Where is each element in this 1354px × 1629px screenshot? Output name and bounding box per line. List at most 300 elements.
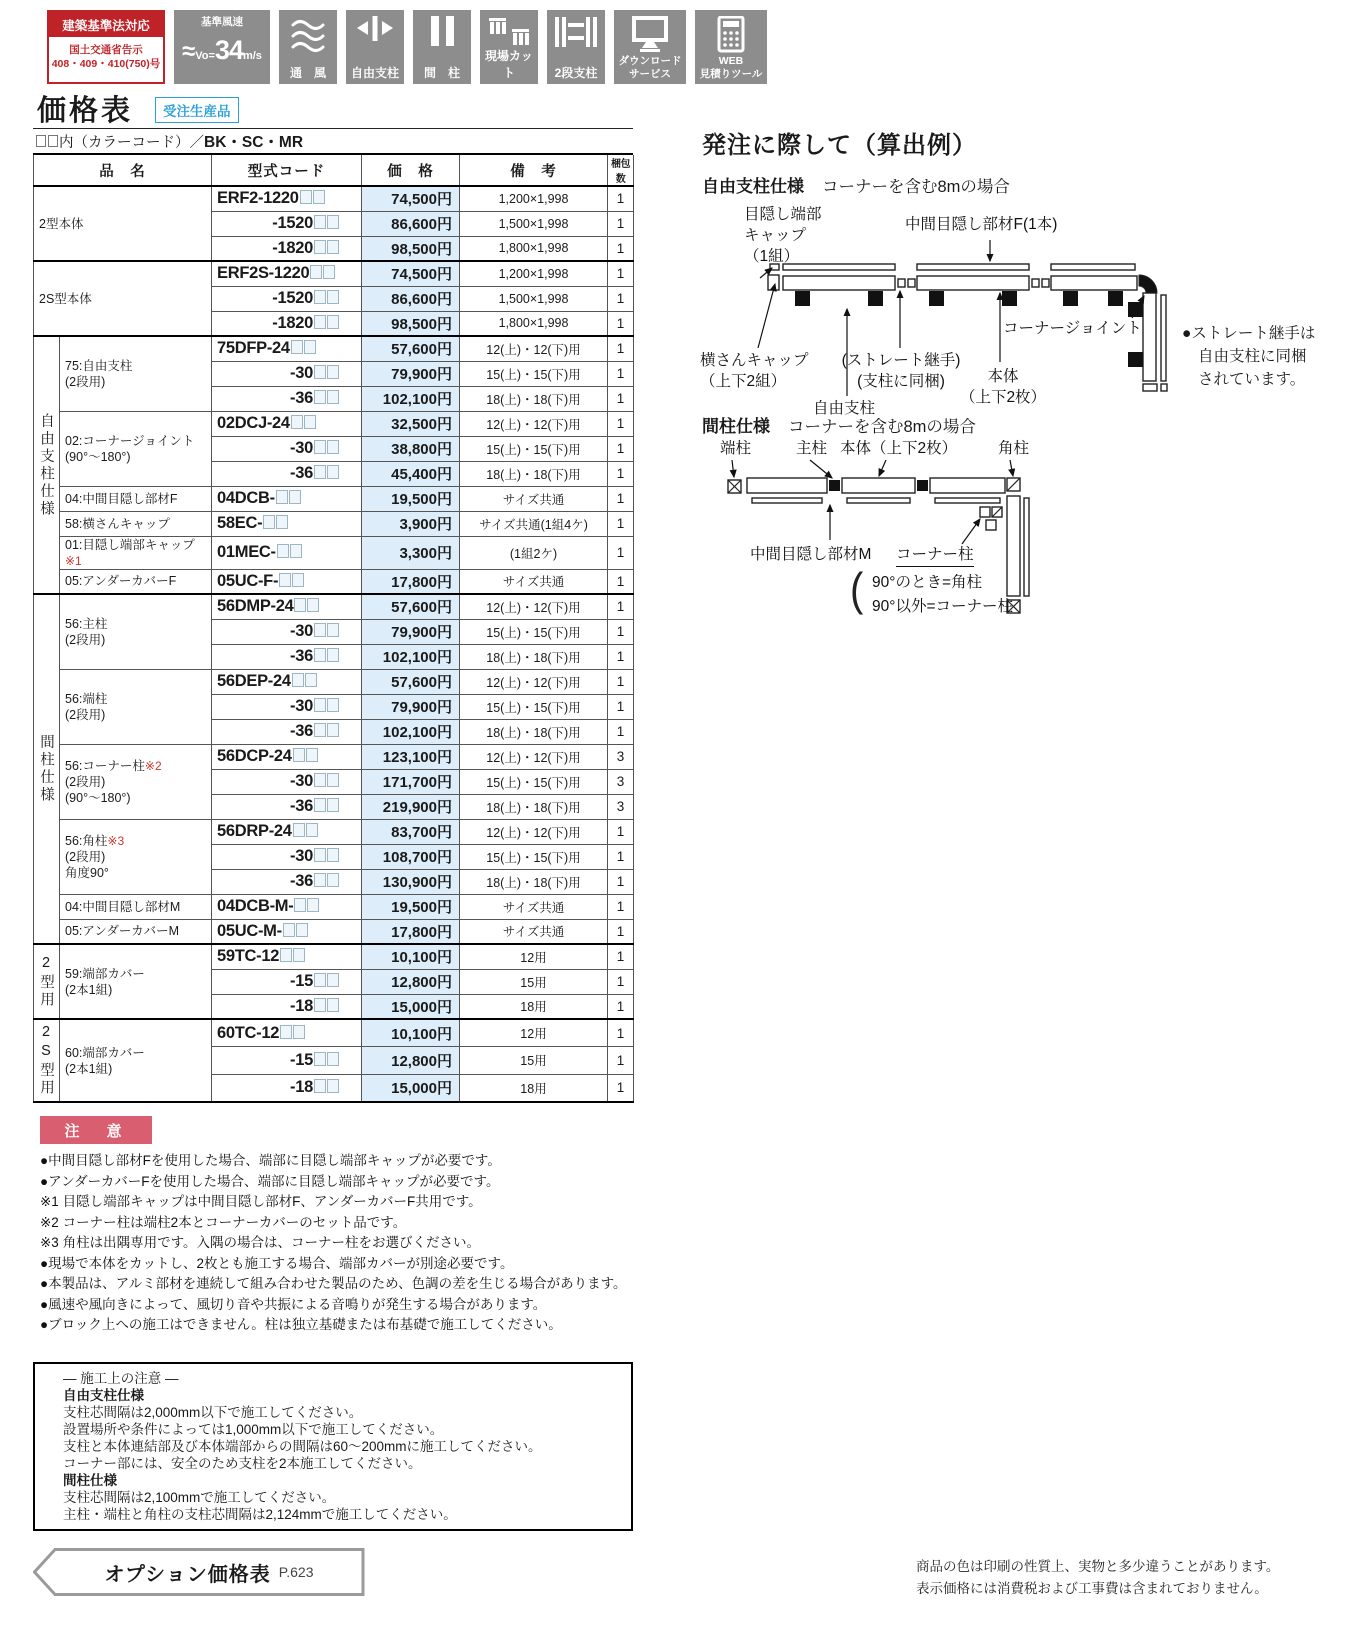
construction-line: 支柱芯間隔は2,100mmで施工してください。 <box>63 1490 336 1505</box>
notice-line: ※2 コーナー柱は端柱2本とコーナーカバーのセット品です。 <box>40 1214 407 1230</box>
package-qty: 1 <box>608 1019 634 1047</box>
color-code-box <box>279 573 291 587</box>
straight-joint-label: (ストレート継手) (支柱に同梱) <box>841 352 961 390</box>
price: 12,800円 <box>362 1047 460 1075</box>
package-qty: 3 <box>608 769 634 794</box>
color-code-box <box>283 923 295 937</box>
model-code: -30 <box>212 436 362 461</box>
color-code-box <box>314 215 326 229</box>
remarks: 1,200×1,998 <box>460 186 608 211</box>
model-code: 60TC-12 <box>212 1019 362 1047</box>
calculator-icon <box>695 16 767 54</box>
remarks: 1,800×1,998 <box>460 311 608 336</box>
color-code-box <box>294 598 306 612</box>
package-qty: 1 <box>608 261 634 286</box>
rule-90-label: 90°のとき=角柱 <box>872 574 982 591</box>
color-code-box <box>327 315 339 329</box>
remarks: (1組2ケ) <box>460 536 608 569</box>
price: 219,900円 <box>362 794 460 819</box>
package-qty: 1 <box>608 411 634 436</box>
package-qty: 1 <box>608 644 634 669</box>
color-code-box <box>304 415 316 429</box>
color-code-box <box>314 240 326 254</box>
price: 15,000円 <box>362 994 460 1019</box>
table-header-row <box>34 155 634 186</box>
color-code-box <box>36 135 46 147</box>
note-mark: ※1 <box>65 553 82 568</box>
product-name: 04:中間目隠し部材M <box>60 894 212 919</box>
free-post-diagram <box>700 200 1354 417</box>
remarks: 15(上)・15(下)用 <box>460 844 608 869</box>
color-code-box <box>327 773 339 787</box>
price: 102,100円 <box>362 386 460 411</box>
model-code: 75DFP-24 <box>212 336 362 361</box>
remarks: 12(上)・12(下)用 <box>460 411 608 436</box>
table-row <box>34 261 634 286</box>
product-name: 05:アンダーカバーM <box>60 919 212 944</box>
model-code: 05UC-M- <box>212 919 362 944</box>
price: 45,400円 <box>362 461 460 486</box>
color-code-box <box>291 415 303 429</box>
color-code-box <box>291 340 303 354</box>
web-estimate-badge: WEB 見積りツール <box>695 10 767 84</box>
color-code-box <box>306 748 318 762</box>
color-code-box <box>293 823 305 837</box>
remarks: 15(上)・15(下)用 <box>460 619 608 644</box>
price: 86,600円 <box>362 286 460 311</box>
model-code: -1520 <box>212 286 362 311</box>
two-tier-post-badge: 2段支柱 <box>547 10 605 84</box>
color-code-box <box>314 873 326 887</box>
construction-line: 支柱芯間隔は2,000mm以下で施工してください。 <box>63 1405 363 1420</box>
price: 102,100円 <box>362 719 460 744</box>
remarks: サイズ共通 <box>460 919 608 944</box>
col-header-code: 型式コード <box>212 155 362 186</box>
color-code-box <box>327 848 339 862</box>
color-code-box <box>327 798 339 812</box>
remarks: 18用 <box>460 1074 608 1102</box>
model-code: 04DCB-M- <box>212 894 362 919</box>
section-label: 自由支柱仕様 <box>34 336 60 594</box>
stud-body-label: 本体（上下2枚） <box>840 440 958 457</box>
package-qty: 1 <box>608 594 634 619</box>
table-row <box>34 1019 634 1047</box>
price: 32,500円 <box>362 411 460 436</box>
color-code-box <box>327 998 339 1012</box>
remarks: 15用 <box>460 969 608 994</box>
col-header-note: 備 考 <box>460 155 608 186</box>
package-qty: 1 <box>608 844 634 869</box>
building-law-badge <box>47 10 165 84</box>
corner-joint-label: コーナージョイント <box>1003 320 1142 337</box>
color-code-box <box>293 948 305 962</box>
price: 57,600円 <box>362 336 460 361</box>
option-price-link[interactable] <box>33 1548 365 1596</box>
price: 15,000円 <box>362 1074 460 1102</box>
notice-line: ●ブロック上への施工はできません。柱は独立基礎または布基礎で施工してください。 <box>40 1317 562 1332</box>
table-row <box>34 511 634 536</box>
section-label: 2S型用 <box>34 1019 60 1102</box>
price: 19,500円 <box>362 894 460 919</box>
remarks: 12(上)・12(下)用 <box>460 669 608 694</box>
model-code: 56DCP-24 <box>212 744 362 769</box>
color-code-box <box>327 440 339 454</box>
notice-line: ※3 角柱は出隅専用です。入隅の場合は、コーナー柱をお選びください。 <box>40 1235 480 1250</box>
table-row <box>34 919 634 944</box>
package-qty: 1 <box>608 969 634 994</box>
color-code-box <box>280 948 292 962</box>
package-qty: 1 <box>608 286 634 311</box>
package-qty: 1 <box>608 461 634 486</box>
model-code: 02DCJ-24 <box>212 411 362 436</box>
model-code: 56DMP-24 <box>212 594 362 619</box>
package-qty: 1 <box>608 1047 634 1075</box>
model-code: -30 <box>212 844 362 869</box>
model-code: -36 <box>212 869 362 894</box>
option-price-page: P.623 <box>278 1564 314 1580</box>
price: 79,900円 <box>362 619 460 644</box>
model-code: -30 <box>212 619 362 644</box>
color-code-box <box>327 648 339 662</box>
construction-notes-box <box>33 1362 633 1531</box>
color-code-box <box>296 923 308 937</box>
color-code-box <box>313 190 325 204</box>
package-qty: 1 <box>608 819 634 844</box>
notice-line: ●現場で本体をカットし、2枚とも施工する場合、端部カバーが別途必要です。 <box>40 1255 514 1271</box>
table-row <box>34 536 634 569</box>
remarks: 12用 <box>460 1019 608 1047</box>
cap-end-label: 目隠し端部 キャップ （1組） <box>744 206 822 265</box>
col-header-qty: 梱包数 <box>608 155 634 186</box>
free-post-label: 自由支柱 <box>813 400 876 417</box>
model-code: -18 <box>212 1074 362 1102</box>
price: 38,800円 <box>362 436 460 461</box>
color-code-box <box>314 315 326 329</box>
color-code-box <box>293 748 305 762</box>
color-code-box <box>327 623 339 637</box>
color-code-box <box>314 648 326 662</box>
product-name: 02:コーナージョイント (90°～180°) <box>60 411 212 486</box>
package-qty: 1 <box>608 311 634 336</box>
price: 98,500円 <box>362 311 460 336</box>
color-code-box <box>327 973 339 987</box>
color-code-box <box>276 515 288 529</box>
price-table <box>33 128 633 1103</box>
notice-badge: 注 意 <box>40 1116 152 1144</box>
color-code-box <box>314 1052 326 1066</box>
color-code-box <box>280 1025 292 1039</box>
color-code-box <box>314 798 326 812</box>
stud-post-diagram <box>700 412 1354 627</box>
mid-m-label: 中間目隠し部材M <box>750 546 872 563</box>
price: 3,900円 <box>362 511 460 536</box>
model-code: -18 <box>212 994 362 1019</box>
price: 74,500円 <box>362 186 460 211</box>
color-code-box <box>327 240 339 254</box>
model-code: 56DRP-24 <box>212 819 362 844</box>
footer-disclaimer: 商品の色は印刷の性質上、実物と多少違うことがあります。 表示価格には消費税および工事費は含まれておりません。 <box>916 1559 1280 1596</box>
product-name: 2S型本体 <box>34 261 212 336</box>
remarks: 12(上)・12(下)用 <box>460 336 608 361</box>
package-qty: 1 <box>608 436 634 461</box>
straight-joint-note: ●ストレート継手は 自由支柱に同梱 されています。 <box>1182 325 1316 388</box>
product-name: 05:アンダーカバーF <box>60 569 212 594</box>
free-post-badge: 自由支柱 <box>346 10 404 84</box>
price: 57,600円 <box>362 669 460 694</box>
remarks: 18(上)・18(下)用 <box>460 794 608 819</box>
notice-lines <box>40 1151 640 1336</box>
construction-line: コーナー部には、安全のため支柱を2本施工してください。 <box>63 1456 422 1471</box>
price: 12,800円 <box>362 969 460 994</box>
spec-badges <box>47 10 767 84</box>
construction-line: 自由支柱仕様 <box>63 1388 144 1403</box>
mid-f-label: 中間目隠し部材F(1本) <box>905 216 1058 233</box>
color-code-box <box>314 465 326 479</box>
corner90-label: 角柱 <box>998 440 1030 457</box>
color-code-box <box>290 544 302 558</box>
remarks: 12用 <box>460 944 608 969</box>
package-qty: 1 <box>608 569 634 594</box>
table-row <box>34 594 634 619</box>
remarks: 18(上)・18(下)用 <box>460 461 608 486</box>
stud-post-badge: 間 柱 <box>413 10 471 84</box>
remarks: 1,200×1,998 <box>460 261 608 286</box>
price: 102,100円 <box>362 644 460 669</box>
building-law-sub: 国土交通省告示 408・409・410(750)号 <box>51 44 161 70</box>
price: 79,900円 <box>362 361 460 386</box>
color-code-box <box>289 490 301 504</box>
product-name: 01:目隠し端部キャップ※1 <box>60 536 212 569</box>
package-qty: 1 <box>608 944 634 969</box>
remarks: 1,500×1,998 <box>460 211 608 236</box>
price-table-body <box>34 186 634 1102</box>
col-header-name: 品 名 <box>34 155 212 186</box>
package-qty: 1 <box>608 894 634 919</box>
color-code-box <box>314 723 326 737</box>
price: 10,100円 <box>362 944 460 969</box>
order-example-title: 発注に際して（算出例） <box>702 132 977 159</box>
package-qty: 1 <box>608 186 634 211</box>
package-qty: 3 <box>608 744 634 769</box>
price: 171,700円 <box>362 769 460 794</box>
package-qty: 1 <box>608 1074 634 1102</box>
package-qty: 1 <box>608 486 634 511</box>
color-code-box <box>323 265 335 279</box>
brace-glyph: ( <box>850 564 864 616</box>
color-code-box <box>304 340 316 354</box>
price: 83,700円 <box>362 819 460 844</box>
package-qty: 1 <box>608 361 634 386</box>
construction-line: 設置場所や条件によっては1,000mm以下で施工してください。 <box>63 1422 444 1437</box>
package-qty: 1 <box>608 236 634 261</box>
construction-line: 間柱仕様 <box>63 1473 117 1488</box>
color-code-box <box>314 973 326 987</box>
corner-post-label: コーナー柱 <box>896 544 974 567</box>
model-code: -36 <box>212 461 362 486</box>
product-name: 59:端部カバー (2本1組) <box>60 944 212 1019</box>
color-code-box <box>310 265 322 279</box>
remarks: サイズ共通 <box>460 894 608 919</box>
remarks: サイズ共通 <box>460 569 608 594</box>
product-name: 56:主柱 (2段用) <box>60 594 212 669</box>
table-row <box>34 336 634 361</box>
model-code: 05UC-F- <box>212 569 362 594</box>
color-code-box <box>314 365 326 379</box>
construction-line: 主柱・端柱と角柱の支柱芯間隔は2,124mmで施工してください。 <box>63 1507 457 1522</box>
page-title: 価格表 <box>37 95 134 127</box>
price: 108,700円 <box>362 844 460 869</box>
color-code-box <box>314 390 326 404</box>
product-name: 56:角柱※3 (2段用) 角度90° <box>60 819 212 894</box>
remarks: 18(上)・18(下)用 <box>460 719 608 744</box>
free-post-heading: 自由支柱仕様 コーナーを含む8mの場合 <box>702 177 1010 196</box>
notice-line: ※1 目隠し端部キャップは中間目隠し部材F、アンダーカバーF共用です。 <box>40 1194 482 1209</box>
color-code-box <box>263 515 275 529</box>
color-code-box <box>314 998 326 1012</box>
remarks: サイズ共通(1組4ケ) <box>460 511 608 536</box>
color-code-box <box>314 440 326 454</box>
model-code: ERF2S-1220 <box>212 261 362 286</box>
color-code-box <box>314 290 326 304</box>
building-law-title: 建築基準法対応 <box>49 12 163 37</box>
download-service-badge: ダウンロード サービス <box>614 10 686 84</box>
color-code-box <box>314 623 326 637</box>
package-qty: 3 <box>608 794 634 819</box>
price: 3,300円 <box>362 536 460 569</box>
approx-icon: ≈ <box>182 38 196 65</box>
notice-line: ●アンダーカバーFを使用した場合、端部に目隠し端部キャップが必要です。 <box>40 1173 500 1189</box>
color-code-box <box>292 573 304 587</box>
table-row <box>34 744 634 769</box>
product-name: 2型本体 <box>34 186 212 261</box>
model-code: -36 <box>212 719 362 744</box>
model-code: 04DCB- <box>212 486 362 511</box>
remarks: 18(上)・18(下)用 <box>460 869 608 894</box>
body-label: 本体 （上下2枚） <box>959 368 1047 406</box>
model-code: -1820 <box>212 236 362 261</box>
color-code-box <box>314 1079 326 1093</box>
color-code-box <box>327 1079 339 1093</box>
price: 19,500円 <box>362 486 460 511</box>
package-qty: 1 <box>608 511 634 536</box>
table-row <box>34 411 634 436</box>
rule-non90-label: 90°以外=コーナー柱 <box>872 598 1013 615</box>
stud-heading: 間柱仕様 コーナーを含む8mの場合 <box>702 417 976 436</box>
remarks: 12(上)・12(下)用 <box>460 744 608 769</box>
col-header-price: 価 格 <box>362 155 460 186</box>
package-qty: 1 <box>608 694 634 719</box>
remarks: 18(上)・18(下)用 <box>460 644 608 669</box>
model-code: -15 <box>212 1047 362 1075</box>
color-code-box <box>327 465 339 479</box>
product-name: 04:中間目隠し部材F <box>60 486 212 511</box>
color-code-box <box>327 1052 339 1066</box>
price: 86,600円 <box>362 211 460 236</box>
product-name: 60:端部カバー (2本1組) <box>60 1019 212 1102</box>
package-qty: 1 <box>608 994 634 1019</box>
color-code-note: 内（カラーコード）／ BK・SC・MR <box>33 128 633 155</box>
color-code-box <box>48 135 58 147</box>
price: 17,800円 <box>362 569 460 594</box>
package-qty: 1 <box>608 386 634 411</box>
remarks: 1,500×1,998 <box>460 286 608 311</box>
model-code: -30 <box>212 769 362 794</box>
wind-speed-badge: 基準風速 ≈ Vo= 34 m/s <box>174 10 270 84</box>
price: 123,100円 <box>362 744 460 769</box>
color-code-box <box>327 290 339 304</box>
color-code-box <box>300 190 312 204</box>
main-post-label: 主柱 <box>796 440 828 457</box>
color-code-box <box>292 673 304 687</box>
package-qty: 1 <box>608 536 634 569</box>
model-code: 56DEP-24 <box>212 669 362 694</box>
table-row <box>34 186 634 211</box>
construction-notes-lines <box>63 1387 621 1523</box>
model-code: -36 <box>212 644 362 669</box>
remarks: 12(上)・12(下)用 <box>460 819 608 844</box>
price: 79,900円 <box>362 694 460 719</box>
remarks: 12(上)・12(下)用 <box>460 594 608 619</box>
notice-line: ●本製品は、アルミ部材を連続して組み合わせた製品のため、色調の差を生じる場合があります。 <box>40 1276 627 1291</box>
color-code-box <box>327 723 339 737</box>
stud-post-icon <box>413 16 471 52</box>
price: 74,500円 <box>362 261 460 286</box>
product-name: 75:自由支柱 (2段用) <box>60 336 212 411</box>
table-row <box>34 819 634 844</box>
model-code: -1820 <box>212 311 362 336</box>
package-qty: 1 <box>608 869 634 894</box>
wind-waves-icon <box>279 16 337 56</box>
price: 17,800円 <box>362 919 460 944</box>
note-mark: ※2 <box>144 758 162 773</box>
product-name: 58:横さんキャップ <box>60 511 212 536</box>
color-code-box <box>327 365 339 379</box>
model-code: -15 <box>212 969 362 994</box>
table-row <box>34 486 634 511</box>
free-post-icon <box>346 16 404 52</box>
notice-line: ●風速や風向きによって、風切り音や共振による音鳴りが発生する場合があります。 <box>40 1296 547 1312</box>
model-code: 58EC- <box>212 511 362 536</box>
product-name: 56:端柱 (2段用) <box>60 669 212 744</box>
table-row <box>34 894 634 919</box>
construction-line: 支柱と本体連結部及び本体端部からの間隔は60～200mmに施工してください。 <box>63 1439 542 1454</box>
model-code: -30 <box>212 694 362 719</box>
color-code-box <box>314 698 326 712</box>
section-label: 間柱仕様 <box>34 594 60 944</box>
remarks: サイズ共通 <box>460 486 608 511</box>
package-qty: 1 <box>608 719 634 744</box>
remarks: 15(上)・15(下)用 <box>460 361 608 386</box>
two-tier-post-icon <box>547 16 605 52</box>
model-code: -30 <box>212 361 362 386</box>
construction-notes-title: ― 施工上の注意 ― <box>63 1371 179 1386</box>
ventilation-badge: 通 風 <box>279 10 337 84</box>
remarks: 18用 <box>460 994 608 1019</box>
made-to-order-badge: 受注生産品 <box>155 97 239 123</box>
color-code-box <box>327 698 339 712</box>
package-qty: 1 <box>608 919 634 944</box>
color-code-box <box>327 215 339 229</box>
color-code-box <box>276 490 288 504</box>
model-code: 59TC-12 <box>212 944 362 969</box>
remarks: 15用 <box>460 1047 608 1075</box>
download-monitor-icon <box>614 16 686 54</box>
color-codes: BK・SC・MR <box>204 134 304 151</box>
end-post-label: 端柱 <box>720 440 752 457</box>
model-code: -36 <box>212 794 362 819</box>
remarks: 1,800×1,998 <box>460 236 608 261</box>
table-row <box>34 944 634 969</box>
